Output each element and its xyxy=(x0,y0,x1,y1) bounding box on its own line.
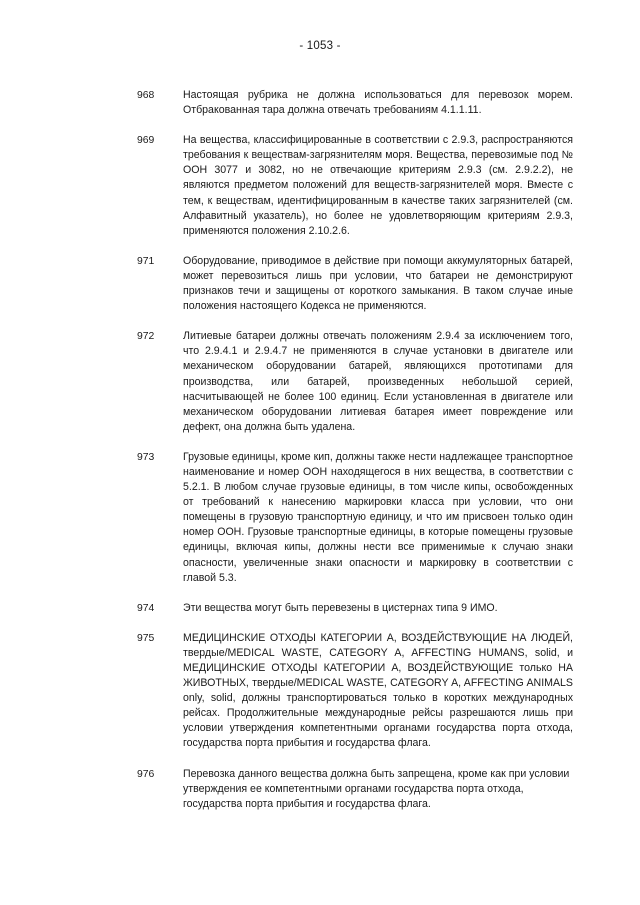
provision-number: 971 xyxy=(137,255,155,267)
provision-971 xyxy=(137,254,573,314)
provision-text: Оборудование, приводимое в действие при помощи аккумуляторных батарей, может перевозиться лишь при условии, что батареи не демонстрируют признаков течи и защищены от короткого замыкания. В таком случае иные положения настоящего Кодекса не применяются. xyxy=(183,254,573,313)
provision-969 xyxy=(137,133,573,239)
provision-976 xyxy=(137,767,573,812)
provision-text: Грузовые единицы, кроме кип, должны также нести надлежащее транспортное наименование и номер ООН находящегося в них вещества, в соответствии с 5.2.1. В любом случае грузовые единицы, в том числе кипы, освобожденных от требований к нанесению маркировки класса при условии, что они помещены в грузовую транспортную единицу, и что им присвоен только один номер ООН. Грузовые транспортные единицы, в которые помещены грузовые единицы, включая кипы, должны нести все применимые к случаю знаки опасности, увеличенные знаки опасности и маркировку в соответствии с главой 5.3. xyxy=(183,450,573,584)
page-number: - 1053 - xyxy=(299,40,341,52)
provision-968 xyxy=(137,88,573,118)
provision-number: 976 xyxy=(137,768,155,780)
provision-text: На вещества, классифицированные в соответствии с 2.9.3, распространяются требования к веществам-загрязнителям моря. Вещества, перевозимые под № ООН 3077 и 3082, но не отвечающие критериям 2.9.3 (см. 2.9.2.2), не являются предметом положений для веществ-загрязнителей моря. Вместе с тем, к веществам, идентифицированным в качестве таких загрязнителей (см. Алфавитный указатель), но более не удовлетворяющим критериям 2.9.3, применяются положения 2.10.2.6. xyxy=(183,134,573,237)
provision-text: Перевозка данного вещества должна быть запрещена, кроме как при условии утверждения ее компетентными органами государства порта отхода, государства порта прибытия и государства флага. xyxy=(183,767,570,810)
provision-number: 974 xyxy=(137,602,155,614)
provisions-list xyxy=(137,88,573,827)
provision-text: МЕДИЦИНСКИЕ ОТХОДЫ КАТЕГОРИИ А, ВОЗДЕЙСТВУЮЩИЕ НА ЛЮДЕЙ, твердые/MEDICAL WASTE, CATEGORY A, AFFECTING HUMANS, solid, и МЕДИЦИНСКИЕ ОТХОДЫ КАТЕГОРИИ А, ВОЗДЕЙСТВУЮЩИЕ только НА ЖИВОТНЫХ, твердые/MEDICAL WASTE, CATEGORY A, AFFECTING ANIMALS only, solid, должны транспортироваться только в коротких международных рейсах. Продолжительные международные рейсы разрешаются лишь при условии утверждения компетентными органами государства порта отхода, государства порта прибытия и государства флага. xyxy=(183,631,573,750)
provision-number: 975 xyxy=(137,632,155,644)
provision-975 xyxy=(137,631,573,752)
provision-number: 969 xyxy=(137,135,155,147)
provision-number: 972 xyxy=(137,331,155,343)
provision-974 xyxy=(137,601,573,616)
provision-973 xyxy=(137,450,573,586)
provision-number: 973 xyxy=(137,451,155,463)
provision-number: 968 xyxy=(137,90,155,101)
provision-text: Настоящая рубрика не должна использоваться для перевозок морем. Отбракованная тара должна отвечать требованиям 4.1.1.11. xyxy=(183,89,573,117)
provision-text: Эти вещества могут быть перевезены в цистернах типа 9 ИМО. xyxy=(183,601,498,614)
provision-text: Литиевые батареи должны отвечать положениям 2.9.4 за исключением того, что 2.9.4.1 и 2.9.4.7 не применяются в случае установки в двигателе или механическом оборудовании батарей, являющихся прототипами для производства, или батарей, произведенных небольшой серией, насчитывающей не более 100 единиц. Если установленная в двигателе или механическом оборудовании литиевая батарея имеет повреждение или дефект, она должна быть удалена. xyxy=(183,330,573,433)
provision-972 xyxy=(137,329,573,435)
